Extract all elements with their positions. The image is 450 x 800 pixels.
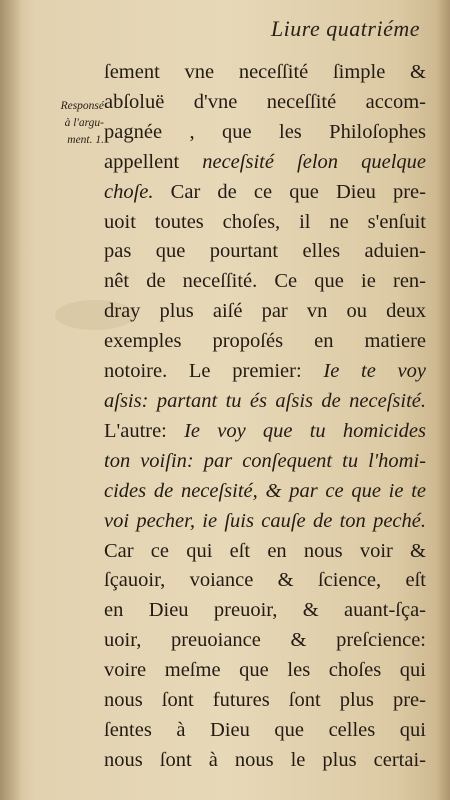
body-text (104, 58, 426, 776)
italic-text: neceſsité ſelon quelque (202, 150, 427, 173)
text-line (104, 88, 426, 118)
text-line (104, 507, 426, 537)
text-line (104, 208, 426, 238)
text-segment: uoit toutes choſes, il ne s'enſuit (104, 210, 426, 233)
italic-text: choſe. (104, 180, 154, 203)
text-segment: ſement vne neceſſité ſimple & (104, 61, 426, 83)
italic-text: Ie voy que tu homicides (184, 419, 426, 442)
text-line (104, 447, 426, 477)
italic-text: ton voiſin: par conſequent tu l'homi- (104, 449, 426, 472)
page-gutter-shadow (0, 0, 22, 800)
text-segment: nous ſont à nous le plus certai- (104, 748, 426, 771)
text-line (104, 58, 426, 88)
text-segment: abſoluë d'vne neceſſité accom- (104, 90, 426, 113)
text-segment: voire meſme que les choſes qui (104, 659, 426, 682)
text-line (104, 237, 426, 267)
text-line (104, 566, 426, 596)
margin-note-line: Responsé (60, 100, 104, 112)
text-line (104, 686, 426, 716)
text-segment: nêt de neceſſité. Ce que ie ren- (104, 270, 426, 293)
margin-note (42, 98, 104, 149)
text-segment: nous ſont futures ſont plus pre- (104, 689, 426, 712)
text-line (104, 417, 426, 447)
text-line (104, 387, 426, 417)
text-segment: pagnée , que les Philoſophes (104, 120, 426, 143)
italic-text: aſsis: partant tu és aſsis de neceſsité. (104, 389, 426, 412)
text-segment: appellent (104, 150, 203, 173)
text-line (104, 596, 426, 626)
text-line (104, 148, 426, 178)
running-head: Liure quatriéme (270, 16, 420, 41)
text-line (104, 357, 426, 387)
margin-note-line: à l'argu- (64, 117, 104, 129)
text-line (104, 267, 426, 297)
text-line (104, 327, 426, 357)
page-edge-shadow (436, 0, 450, 800)
text-segment: dray plus aiſé par vn ou deux (104, 300, 426, 323)
text-segment: L'autre: (104, 419, 185, 442)
text-segment: pas que pourtant elles aduien- (104, 240, 426, 263)
text-segment: ſentes à Dieu que celles qui (104, 718, 426, 741)
text-segment: ſçauoir, voiance & ſcience, eſt (104, 569, 426, 592)
text-line (104, 746, 426, 776)
text-line (104, 118, 426, 148)
text-line (104, 297, 426, 327)
text-segment: exemples propoſés en matiere (104, 330, 426, 353)
italic-text: cides de neceſsité, & par ce que ie te (104, 479, 426, 502)
text-line (104, 477, 426, 507)
text-line (104, 178, 426, 208)
text-line (104, 537, 426, 567)
text-segment: Car de ce que Dieu pre- (153, 180, 426, 203)
italic-text: voi pecher, ie ſuis cauſe de ton peché. (104, 509, 426, 532)
text-line (104, 716, 426, 746)
text-line (104, 626, 426, 656)
text-segment: notoire. Le premier: (104, 360, 324, 383)
text-segment: en Dieu preuoir, & auant-ſça- (104, 599, 426, 622)
text-segment: uoir, preuoiance & preſcience: (104, 629, 426, 652)
text-line (104, 656, 426, 686)
italic-text: Ie te voy (323, 360, 426, 383)
text-segment: Car ce qui eſt en nous voir & (104, 539, 426, 562)
margin-note-line: ment. 1. (67, 134, 104, 146)
